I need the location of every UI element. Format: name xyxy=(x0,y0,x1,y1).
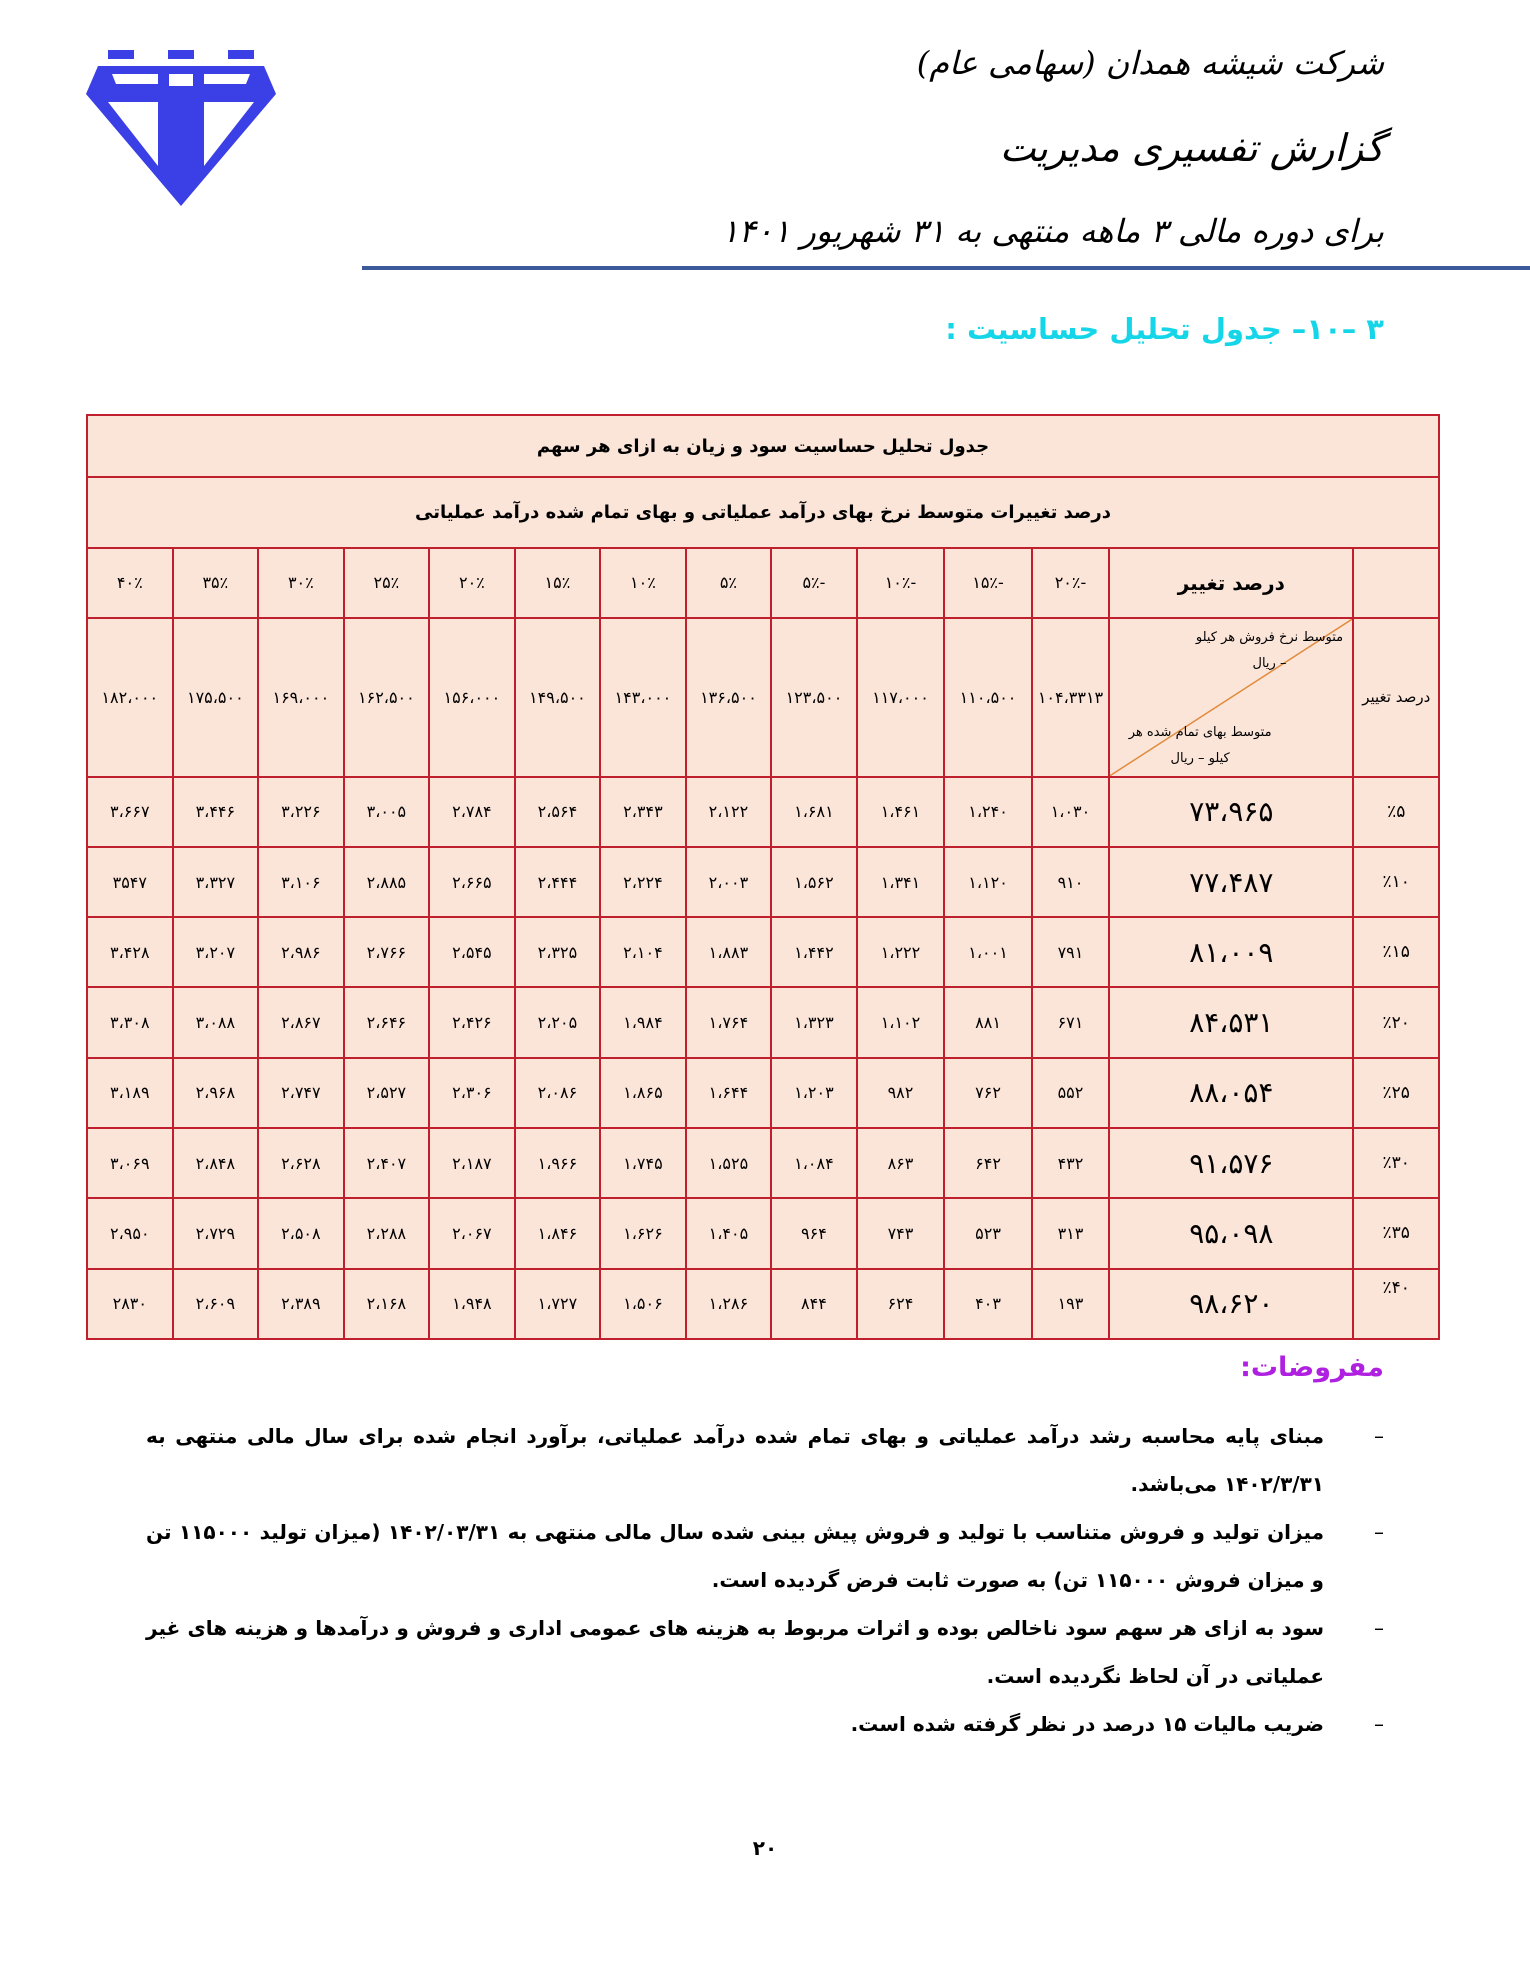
value-cell: ۳،۶۶۷ xyxy=(87,777,173,847)
assumption-text: مبنای پایه محاسبه رشد درآمد عملیاتی و بهای تمام شده درآمد عملیاتی، برآورد انجام شده برای سال مالی منتهی به ۱۴۰۲/۳/۳۱ می‌باشد. xyxy=(146,1424,1324,1496)
col-pct: -۵٪ xyxy=(771,548,857,618)
assumptions-title: مفروضات: xyxy=(1240,1352,1384,1383)
value-cell: ۱،۰۳۰ xyxy=(1032,777,1109,847)
assumption-item: – ضریب مالیات ۱۵ درصد در نظر گرفته شده است. xyxy=(850,1712,1384,1736)
value-cell: ۵۲۳ xyxy=(944,1198,1032,1268)
value-cell: ۹۱۰ xyxy=(1032,847,1109,917)
value-cell: ۱،۲۰۳ xyxy=(771,1058,857,1128)
value-cell: ۲۸۳۰ xyxy=(87,1269,173,1339)
value-cell: ۲،۹۵۰ xyxy=(87,1198,173,1268)
col-pct: ۳۰٪ xyxy=(258,548,344,618)
price-cell: ۱۲۳،۵۰۰ xyxy=(771,618,857,777)
col-pct: ۵٪ xyxy=(686,548,772,618)
value-cell: ۳،۲۰۷ xyxy=(173,917,259,987)
value-cell: ۱،۴۴۲ xyxy=(771,917,857,987)
value-cell: ۲،۷۶۶ xyxy=(344,917,430,987)
value-cell: ۲،۸۴۸ xyxy=(173,1128,259,1198)
value-cell: ۳،۱۸۹ xyxy=(87,1058,173,1128)
row-pct: ٪۱۵ xyxy=(1353,917,1439,987)
table-body xyxy=(87,777,1439,1339)
value-cell: ۱،۵۶۲ xyxy=(771,847,857,917)
value-cell: ۲،۳۲۵ xyxy=(515,917,601,987)
value-cell: ۱،۶۲۶ xyxy=(600,1198,686,1268)
price-row xyxy=(87,618,1439,777)
value-cell: ۱،۹۴۸ xyxy=(429,1269,515,1339)
report-title: گزارش تفسیری مدیریت xyxy=(999,126,1384,170)
row-pct: ٪۳۵ xyxy=(1353,1198,1439,1268)
row-cost: ۹۱،۵۷۶ xyxy=(1109,1128,1353,1198)
value-cell: ۱،۰۰۱ xyxy=(944,917,1032,987)
price-cell: ۱۴۳،۰۰۰ xyxy=(600,618,686,777)
value-cell: ۲،۶۴۶ xyxy=(344,987,430,1057)
table-subtitle: درصد تغییرات متوسط نرخ بهای درآمد عملیاتی و بهای تمام شده درآمد عملیاتی xyxy=(87,477,1439,547)
value-cell: ۷۹۱ xyxy=(1032,917,1109,987)
price-cell: ۱۱۷،۰۰۰ xyxy=(857,618,945,777)
value-cell: ۲،۱۸۷ xyxy=(429,1128,515,1198)
table-row xyxy=(87,777,1439,847)
row-header: درصد تغییر xyxy=(1353,618,1439,777)
row-pct: ٪۲۰ xyxy=(1353,987,1439,1057)
sensitivity-table xyxy=(86,414,1440,1340)
value-cell: ۱،۲۲۲ xyxy=(857,917,945,987)
value-cell: ۳۱۳ xyxy=(1032,1198,1109,1268)
value-cell: ۲،۳۰۶ xyxy=(429,1058,515,1128)
row-cost: ۹۵،۰۹۸ xyxy=(1109,1198,1353,1268)
value-cell: ۹۸۲ xyxy=(857,1058,945,1128)
change-header: درصد تغییر xyxy=(1109,548,1353,618)
value-cell: ۱،۵۲۵ xyxy=(686,1128,772,1198)
assumption-item: – میزان تولید و فروش متناسب با تولید و فروش پیش بینی شده سال مالی منتهی به ۱۴۰۲/۰۳/۳۱ (میزان تولید ۱۱۵۰۰۰ تن و میزان فروش ۱۱۵۰۰۰ تن) به صورت ثابت فرض گردیده است. xyxy=(146,1520,1384,1592)
value-cell: ۲،۴۰۷ xyxy=(344,1128,430,1198)
table-row xyxy=(87,987,1439,1057)
value-cell: ۳،۱۰۶ xyxy=(258,847,344,917)
value-cell: ۲،۴۴۴ xyxy=(515,847,601,917)
value-cell: ۶۷۱ xyxy=(1032,987,1109,1057)
price-cell: ۱۳۶،۵۰۰ xyxy=(686,618,772,777)
table-row xyxy=(87,1058,1439,1128)
value-cell: ۸۶۳ xyxy=(857,1128,945,1198)
value-cell: ۳،۲۲۶ xyxy=(258,777,344,847)
value-cell: ۳،۴۴۶ xyxy=(173,777,259,847)
value-cell: ۱،۶۸۱ xyxy=(771,777,857,847)
table-row xyxy=(87,847,1439,917)
row-pct: ٪۴۰ xyxy=(1353,1269,1439,1339)
value-cell: ۲،۷۴۷ xyxy=(258,1058,344,1128)
value-cell: ۱،۹۶۶ xyxy=(515,1128,601,1198)
value-cell: ۱،۴۰۵ xyxy=(686,1198,772,1268)
price-cell: ۱۵۶،۰۰۰ xyxy=(429,618,515,777)
value-cell: ۱،۹۸۴ xyxy=(600,987,686,1057)
page-number: ۲۰ xyxy=(752,1836,778,1860)
price-cell: ۱۱۰،۵۰۰ xyxy=(944,618,1032,777)
header-rule xyxy=(362,266,1530,270)
col-pct: ۱۰٪ xyxy=(600,548,686,618)
row-cost: ۷۳،۹۶۵ xyxy=(1109,777,1353,847)
value-cell: ۲،۰۰۳ xyxy=(686,847,772,917)
value-cell: ۱،۸۴۶ xyxy=(515,1198,601,1268)
report-period: برای دوره مالی ۳ ماهه منتهی به ۳۱ شهریور ۱۴۰۱ xyxy=(721,212,1384,250)
row-cost: ۹۸،۶۲۰ xyxy=(1109,1269,1353,1339)
row-cost: ۸۸،۰۵۴ xyxy=(1109,1058,1353,1128)
diag-bottom-label: متوسط بهای تمام شده هر کیلو – ریال xyxy=(1128,724,1272,766)
value-cell: ۲،۵۴۵ xyxy=(429,917,515,987)
row-pct: ٪۵ xyxy=(1353,777,1439,847)
value-cell: ۱،۱۲۰ xyxy=(944,847,1032,917)
price-cell: ۱۰۴،۳۳۱۳ xyxy=(1032,618,1109,777)
row-cost: ۸۱،۰۰۹ xyxy=(1109,917,1353,987)
value-cell: ۲،۷۸۴ xyxy=(429,777,515,847)
value-cell: ۲،۶۶۵ xyxy=(429,847,515,917)
assumption-item: – مبنای پایه محاسبه رشد درآمد عملیاتی و بهای تمام شده درآمد عملیاتی، برآورد انجام شده برای سال مالی منتهی به ۱۴۰۲/۳/۳۱ می‌باشد. xyxy=(146,1424,1384,1496)
value-cell: ۳،۴۲۸ xyxy=(87,917,173,987)
assumption-text: میزان تولید و فروش متناسب با تولید و فروش پیش بینی شده سال مالی منتهی به ۱۴۰۲/۰۳/۳۱ (میزان تولید ۱۱۵۰۰۰ تن و میزان فروش ۱۱۵۰۰۰ تن) به صورت ثابت فرض گردیده است. xyxy=(146,1520,1324,1592)
value-cell: ۲،۹۶۸ xyxy=(173,1058,259,1128)
price-cell: ۱۴۹،۵۰۰ xyxy=(515,618,601,777)
value-cell: ۳،۳۰۸ xyxy=(87,987,173,1057)
col-pct: ۱۵٪ xyxy=(515,548,601,618)
value-cell: ۶۴۲ xyxy=(944,1128,1032,1198)
value-cell: ۲،۷۲۹ xyxy=(173,1198,259,1268)
value-cell: ۱۹۳ xyxy=(1032,1269,1109,1339)
assumption-item: – سود به ازای هر سهم سود ناخالص بوده و اثرات مربوط به هزینه های عمومی اداری و فروش و درآمدها و هزینه های غیر عملیاتی در آن لحاظ نگردیده است. xyxy=(146,1616,1384,1688)
price-cell: ۱۶۹،۰۰۰ xyxy=(258,618,344,777)
value-cell: ۱،۲۸۶ xyxy=(686,1269,772,1339)
value-cell: ۲،۰۶۷ xyxy=(429,1198,515,1268)
value-cell: ۲،۱۰۴ xyxy=(600,917,686,987)
table-row xyxy=(87,1128,1439,1198)
row-pct: ٪۳۰ xyxy=(1353,1128,1439,1198)
value-cell: ۵۵۲ xyxy=(1032,1058,1109,1128)
row-cost: ۸۴،۵۳۱ xyxy=(1109,987,1353,1057)
col-pct: ۲۵٪ xyxy=(344,548,430,618)
col-pct: ۴۰٪ xyxy=(87,548,173,618)
row-pct: ٪۲۵ xyxy=(1353,1058,1439,1128)
company-logo xyxy=(86,44,276,206)
value-cell: ۶۲۴ xyxy=(857,1269,945,1339)
col-pct: -۲۰٪ xyxy=(1032,548,1109,618)
value-cell: ۲،۵۰۸ xyxy=(258,1198,344,1268)
value-cell: ۳،۰۸۸ xyxy=(173,987,259,1057)
value-cell: ۲،۱۲۲ xyxy=(686,777,772,847)
value-cell: ۳،۰۰۵ xyxy=(344,777,430,847)
table-row xyxy=(87,1269,1439,1339)
value-cell: ۲،۵۲۷ xyxy=(344,1058,430,1128)
value-cell: ۸۸۱ xyxy=(944,987,1032,1057)
value-cell: ۱،۷۴۵ xyxy=(600,1128,686,1198)
row-cost: ۷۷،۴۸۷ xyxy=(1109,847,1353,917)
col-pct: -۱۵٪ xyxy=(944,548,1032,618)
price-cell: ۱۷۵،۵۰۰ xyxy=(173,618,259,777)
diag-top-label: متوسط نرخ فروش هر کیلو – ریال xyxy=(1195,629,1344,671)
value-cell: ۷۴۳ xyxy=(857,1198,945,1268)
col-pct: ۳۵٪ xyxy=(173,548,259,618)
value-cell: ۱،۷۲۷ xyxy=(515,1269,601,1339)
value-cell: ۱،۳۲۳ xyxy=(771,987,857,1057)
corner-cell xyxy=(1353,548,1439,618)
value-cell: ۴۳۲ xyxy=(1032,1128,1109,1198)
row-pct: ٪۱۰ xyxy=(1353,847,1439,917)
col-pct: ۲۰٪ xyxy=(429,548,515,618)
value-cell: ۲،۸۸۵ xyxy=(344,847,430,917)
value-cell: ۱،۱۰۲ xyxy=(857,987,945,1057)
assumptions-list xyxy=(146,1412,1384,1748)
value-cell: ۱،۶۴۴ xyxy=(686,1058,772,1128)
value-cell: ۱،۴۶۱ xyxy=(857,777,945,847)
value-cell: ۲،۲۲۴ xyxy=(600,847,686,917)
value-cell: ۱،۵۰۶ xyxy=(600,1269,686,1339)
section-title: ۳ –۱۰– جدول تحلیل حساسیت : xyxy=(945,312,1384,346)
value-cell: ۲،۳۴۳ xyxy=(600,777,686,847)
value-cell: ۲،۰۸۶ xyxy=(515,1058,601,1128)
value-cell: ۷۶۲ xyxy=(944,1058,1032,1128)
value-cell: ۲،۶۲۸ xyxy=(258,1128,344,1198)
value-cell: ۹۶۴ xyxy=(771,1198,857,1268)
assumption-text: سود به ازای هر سهم سود ناخالص بوده و اثرات مربوط به هزینه های عمومی اداری و فروش و درآمدها و هزینه های غیر عملیاتی در آن لحاظ نگردیده است. xyxy=(146,1616,1324,1688)
value-cell: ۲،۸۶۷ xyxy=(258,987,344,1057)
value-cell: ۳،۰۶۹ xyxy=(87,1128,173,1198)
assumption-text: ضریب مالیات ۱۵ درصد در نظر گرفته شده است. xyxy=(850,1712,1324,1736)
value-cell: ۸۴۴ xyxy=(771,1269,857,1339)
value-cell: ۲،۱۶۸ xyxy=(344,1269,430,1339)
value-cell: ۴۰۳ xyxy=(944,1269,1032,1339)
company-name: شرکت شیشه همدان (سهامی عام) xyxy=(916,44,1384,82)
table-row xyxy=(87,1198,1439,1268)
pct-header-row xyxy=(87,548,1439,618)
col-pct: -۱۰٪ xyxy=(857,548,945,618)
value-cell: ۱،۰۸۴ xyxy=(771,1128,857,1198)
value-cell: ۳،۳۲۷ xyxy=(173,847,259,917)
value-cell: ۲،۹۸۶ xyxy=(258,917,344,987)
value-cell: ۲،۲۸۸ xyxy=(344,1198,430,1268)
value-cell: ۱،۷۶۴ xyxy=(686,987,772,1057)
diagonal-header-cell xyxy=(1109,618,1353,777)
table-row xyxy=(87,917,1439,987)
value-cell: ۳۵۴۷ xyxy=(87,847,173,917)
table-title: جدول تحلیل حساسیت سود و زیان به ازای هر سهم xyxy=(87,415,1439,477)
value-cell: ۱،۸۶۵ xyxy=(600,1058,686,1128)
value-cell: ۱،۲۴۰ xyxy=(944,777,1032,847)
value-cell: ۱،۳۴۱ xyxy=(857,847,945,917)
value-cell: ۱،۸۸۳ xyxy=(686,917,772,987)
value-cell: ۲،۴۲۶ xyxy=(429,987,515,1057)
value-cell: ۲،۵۶۴ xyxy=(515,777,601,847)
value-cell: ۲،۶۰۹ xyxy=(173,1269,259,1339)
price-cell: ۱۸۲،۰۰۰ xyxy=(87,618,173,777)
value-cell: ۲،۲۰۵ xyxy=(515,987,601,1057)
price-cell: ۱۶۲،۵۰۰ xyxy=(344,618,430,777)
value-cell: ۲،۳۸۹ xyxy=(258,1269,344,1339)
